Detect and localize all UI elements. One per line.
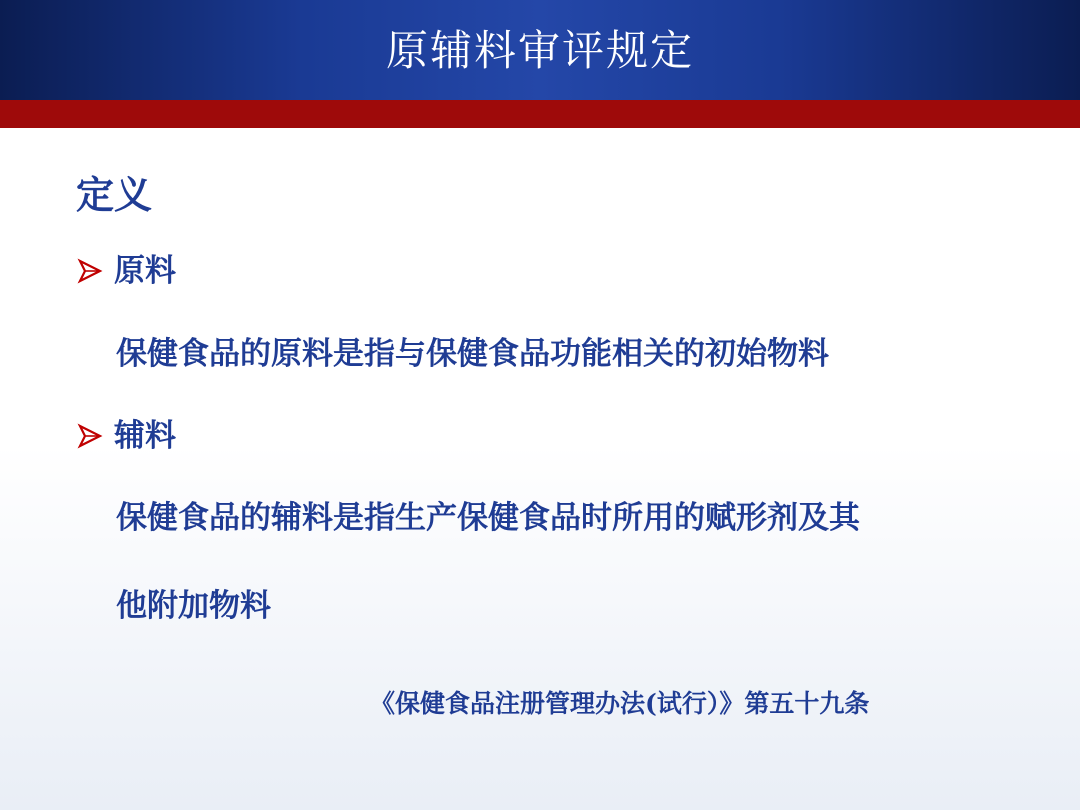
definition-text-line: 保健食品的原料是指与保健食品功能相关的初始物料 [116,336,829,372]
bullet-item-excipient [76,415,176,457]
section-heading: 定义 [76,172,153,217]
bullet-item-raw-material [76,250,176,292]
bullet-label: 原料 [114,253,176,289]
definition-text-line: 保健食品的辅料是指生产保健食品时所用的赋形剂及其 [116,500,860,536]
arrow-bullet-icon [76,422,104,450]
slide-title: 原辅料审评规定 [385,26,694,75]
bullet-label: 辅料 [114,418,176,454]
definition-text-line: 他附加物料 [116,588,271,624]
arrow-bullet-icon [76,257,104,285]
accent-band [0,100,1080,128]
title-bar [0,0,1080,100]
source-citation: 《保健食品注册管理办法(试行）》第五十九条 [370,689,870,718]
